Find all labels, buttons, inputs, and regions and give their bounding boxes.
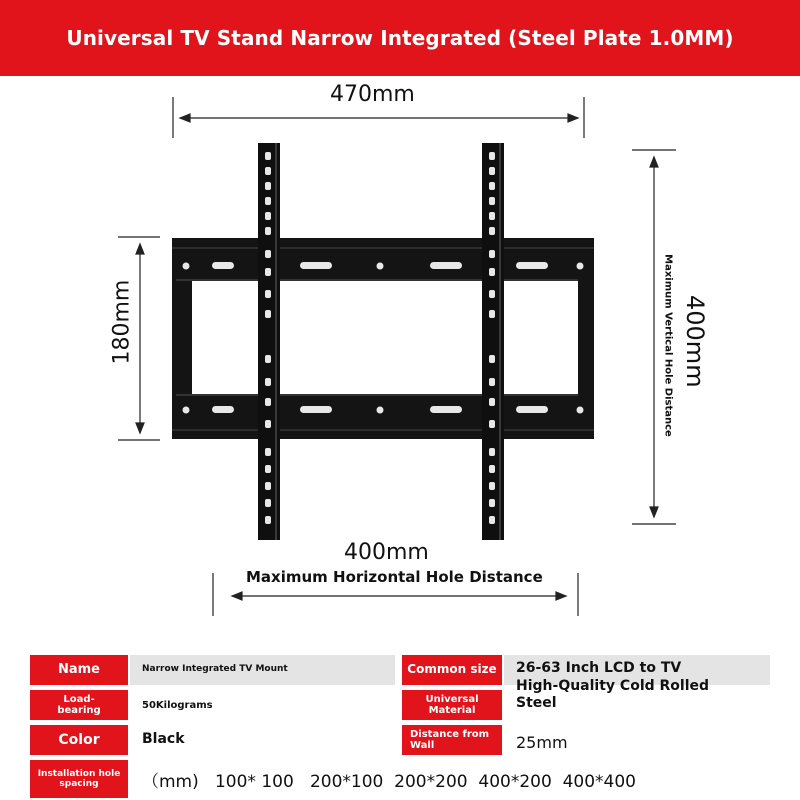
dimension-height-right-caption: Maximum Vertical Hole Distance: [662, 254, 674, 437]
wall-plate-slots: [183, 262, 584, 414]
spec-value-distance-from-wall: 25mm: [516, 732, 568, 752]
dim-left-arrow-bottom: [136, 423, 144, 433]
dimension-height-left: 180mm: [109, 279, 135, 365]
spec-label-load-bearing: Load-bearing: [30, 690, 128, 720]
vertical-bracket-right: [482, 143, 504, 540]
spec-value-name: Narrow Integrated TV Mount: [142, 664, 288, 674]
dim-right-arrow-bottom: [650, 507, 658, 517]
spec-value-installation-hole-spacing: （mm) 100* 100 200*100 200*200 400*200 400*400: [142, 771, 636, 792]
spec-label-material: Universal Material: [402, 690, 502, 720]
dim-top-arrow-right: [568, 114, 578, 122]
spec-label-installation-hole-spacing: Installation hole spacing: [30, 760, 128, 798]
dim-right-arrow-top: [650, 157, 658, 167]
banner-title: Universal TV Stand Narrow Integrated (Steel Plate 1.0MM): [66, 26, 734, 50]
dimension-width-bottom-caption: Maximum Horizontal Hole Distance: [246, 568, 543, 586]
spec-label-color: Color: [30, 725, 128, 755]
spec-value-material: High-Quality Cold Rolled Steel: [516, 678, 710, 711]
dim-left-arrow-top: [136, 244, 144, 254]
spec-value-color: Black: [142, 731, 185, 747]
vertical-bracket-left: [258, 143, 280, 540]
wall-plate: [172, 238, 594, 439]
dimension-width-top: 470mm: [330, 82, 415, 107]
spec-value-load-bearing: 50Kilograms: [142, 699, 213, 711]
dim-bottom-arrow-right: [556, 592, 566, 600]
dim-bottom-arrow-left: [232, 592, 242, 600]
spec-value-common-size: 26-63 Inch LCD to TV: [516, 660, 682, 676]
spec-label-common-size: Common size: [402, 655, 502, 685]
dimension-width-bottom: 400mm: [344, 540, 429, 565]
spec-table: [30, 655, 770, 800]
spec-label-distance-from-wall: Distance from Wall: [402, 725, 502, 755]
spec-label-name: Name: [30, 655, 128, 685]
dimension-height-right: 400mm: [681, 295, 709, 388]
dim-top-arrow-left: [180, 114, 190, 122]
